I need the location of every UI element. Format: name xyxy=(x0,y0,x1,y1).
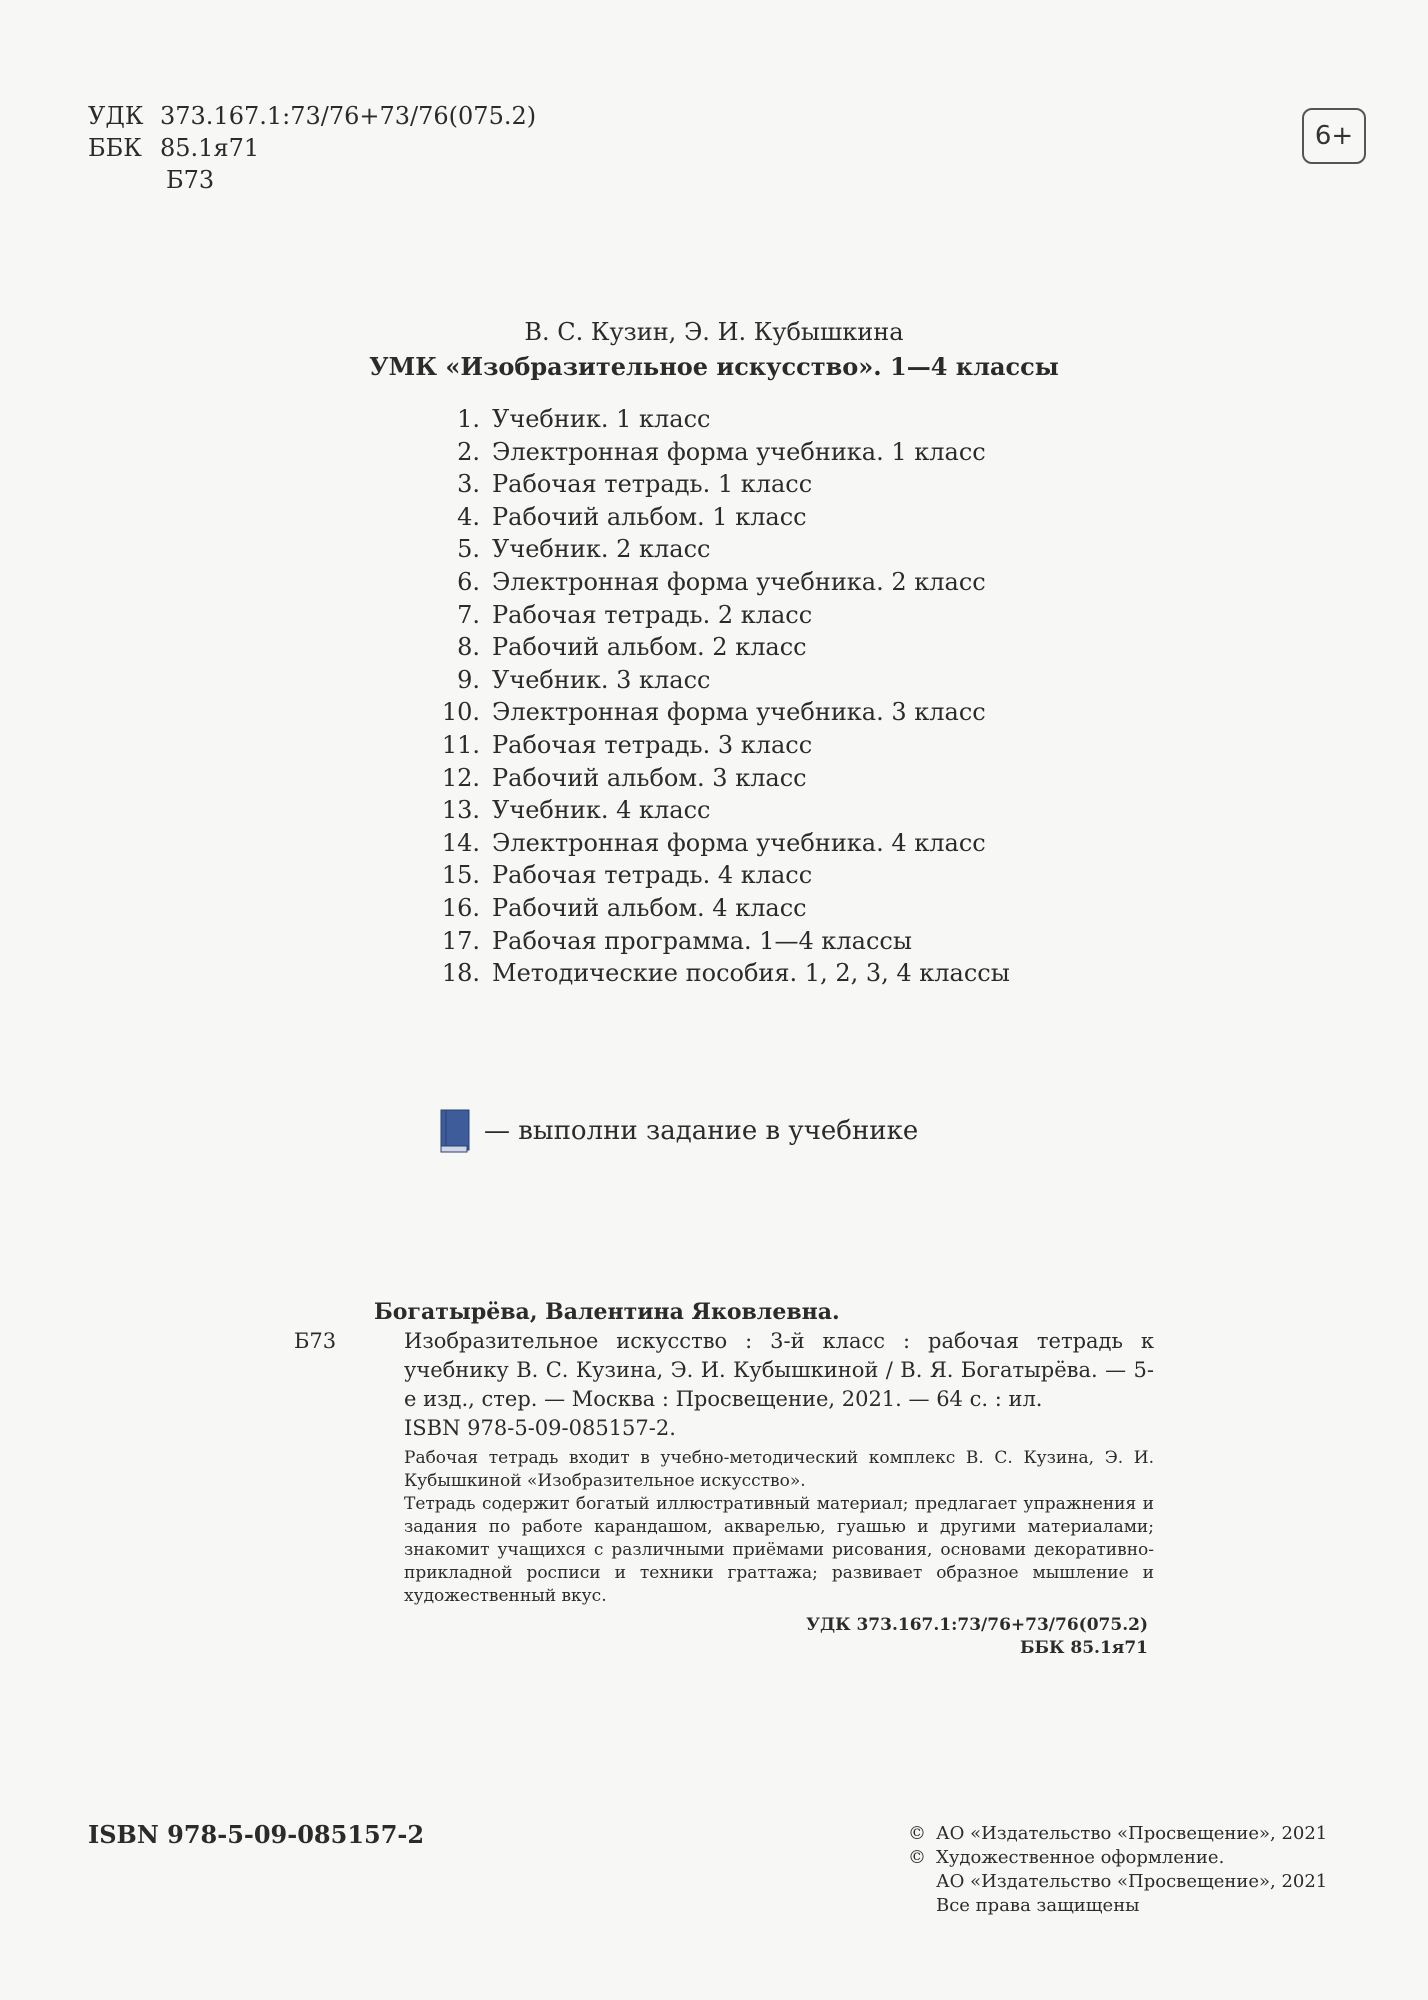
series-item-text: Рабочая тетрадь. 2 класс xyxy=(492,600,813,629)
biblio-isbn: ISBN 978-5-09-085157-2. xyxy=(404,1416,676,1440)
series-item-text: Рабочий альбом. 4 класс xyxy=(492,893,807,922)
copyright-line: АО «Издательство «Просвещение», 2021 xyxy=(936,1823,1328,1844)
book-icon xyxy=(438,1108,472,1154)
age-rating-badge: 6+ xyxy=(1302,108,1366,164)
series-list-item xyxy=(420,436,1010,469)
series-item-number: 8. xyxy=(457,633,480,662)
legend xyxy=(438,1108,918,1154)
udk-label: УДК xyxy=(88,102,144,130)
series-item-number: 3. xyxy=(457,470,480,499)
series-list-item xyxy=(420,762,1010,795)
isbn: ISBN 978-5-09-085157-2 xyxy=(88,1820,425,1849)
series-item-text: Рабочая тетрадь. 3 класс xyxy=(492,730,813,759)
series-item-number: 11. xyxy=(441,730,480,759)
biblio-bbk: ББК 85.1я71 xyxy=(1019,1638,1148,1658)
series-list-item xyxy=(420,533,1010,566)
series-item-number: 2. xyxy=(457,437,480,466)
series-item-text: Учебник. 4 класс xyxy=(492,796,711,825)
series-list-item xyxy=(420,957,1010,990)
copyright-line: АО «Издательство «Просвещение», 2021 xyxy=(936,1871,1328,1892)
series-item-number: 13. xyxy=(441,796,480,825)
library-codes xyxy=(88,100,536,196)
series-list-item xyxy=(420,403,1010,436)
series-item-text: Электронная форма учебника. 2 класс xyxy=(492,567,986,596)
series-list-item xyxy=(420,696,1010,729)
series-item-number: 9. xyxy=(457,665,480,694)
annotation-paragraph: Рабочая тетрадь входит в учебно-методический комплекс В. С. Кузина, Э. И. Кубышкиной «Изобразительное искусство». xyxy=(404,1448,1154,1491)
bbk-value: 85.1я71 xyxy=(160,134,260,162)
series-list-item xyxy=(420,729,1010,762)
copyright-symbol: © xyxy=(908,1847,926,1868)
series-item-text: Учебник. 3 класс xyxy=(492,665,711,694)
series-item-text: Электронная форма учебника. 1 класс xyxy=(492,437,986,466)
series-list-item xyxy=(420,468,1010,501)
biblio-main: Изобразительное искусство : 3-й класс : рабочая тетрадь к учебнику В. С. Кузина, Э. И. Кубышкиной / В. Я. Богатырёва. — 5-е изд., стер. — Москва : Просвещение, 2021. — 64 с. : ил. xyxy=(404,1329,1154,1411)
series-item-number: 1. xyxy=(457,405,480,433)
series-item-text: Рабочая тетрадь. 4 класс xyxy=(492,861,813,890)
series-item-text: Электронная форма учебника. 4 класс xyxy=(492,828,986,857)
series-item-number: 7. xyxy=(457,600,480,629)
series-item-number: 5. xyxy=(457,535,480,564)
series-list xyxy=(420,403,1010,990)
biblio-author: Богатырёва, Валентина Яковлевна. xyxy=(374,1299,840,1325)
series-list-item xyxy=(420,794,1010,827)
series-list-item xyxy=(420,631,1010,664)
series-list-item xyxy=(420,827,1010,860)
series-item-number: 18. xyxy=(441,959,480,988)
legend-text: — выполни задание в учебнике xyxy=(484,1116,919,1146)
annotation-paragraph: Тетрадь содержит богатый иллюстративный материал; предлагает упражнения и задания по работе карандашом, акварелью, гуашью и другими материалами; знакомит учащихся с различными приёмами рисования, основами декоративно-прикладной росписи и техники граттажа; развивает образное мышление и художественный вкус. xyxy=(404,1494,1154,1606)
series-item-number: 17. xyxy=(441,926,480,955)
series-item-text: Рабочий альбом. 1 класс xyxy=(492,502,807,531)
series-item-text: Рабочий альбом. 3 класс xyxy=(492,763,807,792)
series-item-number: 14. xyxy=(441,828,480,857)
copyright-symbol: © xyxy=(908,1823,926,1844)
series-item-number: 4. xyxy=(457,502,480,531)
author-mark: Б73 xyxy=(166,166,215,194)
biblio-annotation xyxy=(404,1447,1154,1608)
series-item-text: Рабочая программа. 1—4 классы xyxy=(492,926,912,955)
series-item-number: 10. xyxy=(441,698,480,727)
bbk-label: ББК xyxy=(88,134,142,162)
udk-value: 373.167.1:73/76+73/76(075.2) xyxy=(160,102,537,130)
series-item-text: Учебник. 1 класс xyxy=(492,405,711,433)
series-item-number: 12. xyxy=(441,763,480,792)
series-list-item xyxy=(420,892,1010,925)
series-item-text: Методические пособия. 1, 2, 3, 4 классы xyxy=(492,959,1010,988)
biblio-udk: УДК 373.167.1:73/76+73/76(075.2) xyxy=(806,1615,1148,1635)
series-list-item xyxy=(420,664,1010,697)
copyright-line: Художественное оформление. xyxy=(936,1847,1225,1868)
series-item-text: Учебник. 2 класс xyxy=(492,535,711,564)
series-authors: В. С. Кузин, Э. И. Кубышкина xyxy=(524,318,904,346)
biblio-mark: Б73 xyxy=(294,1329,337,1353)
series-item-text: Рабочий альбом. 2 класс xyxy=(492,633,807,662)
copyright-block xyxy=(908,1822,1327,1918)
series-list-item xyxy=(420,599,1010,632)
series-item-text: Электронная форма учебника. 3 класс xyxy=(492,698,986,727)
series-list-item xyxy=(420,566,1010,599)
series-item-text: Рабочая тетрадь. 1 класс xyxy=(492,470,813,499)
copyright-line: Все права защищены xyxy=(936,1895,1140,1916)
bibliographic-record xyxy=(294,1298,1154,1660)
series-title: УМК «Изобразительное искусство». 1—4 классы xyxy=(369,352,1059,381)
series-list-item xyxy=(420,501,1010,534)
series-list-item xyxy=(420,859,1010,892)
series-item-number: 16. xyxy=(441,893,480,922)
series-item-number: 15. xyxy=(441,861,480,890)
series-item-number: 6. xyxy=(457,567,480,596)
series-list-item xyxy=(420,925,1010,958)
